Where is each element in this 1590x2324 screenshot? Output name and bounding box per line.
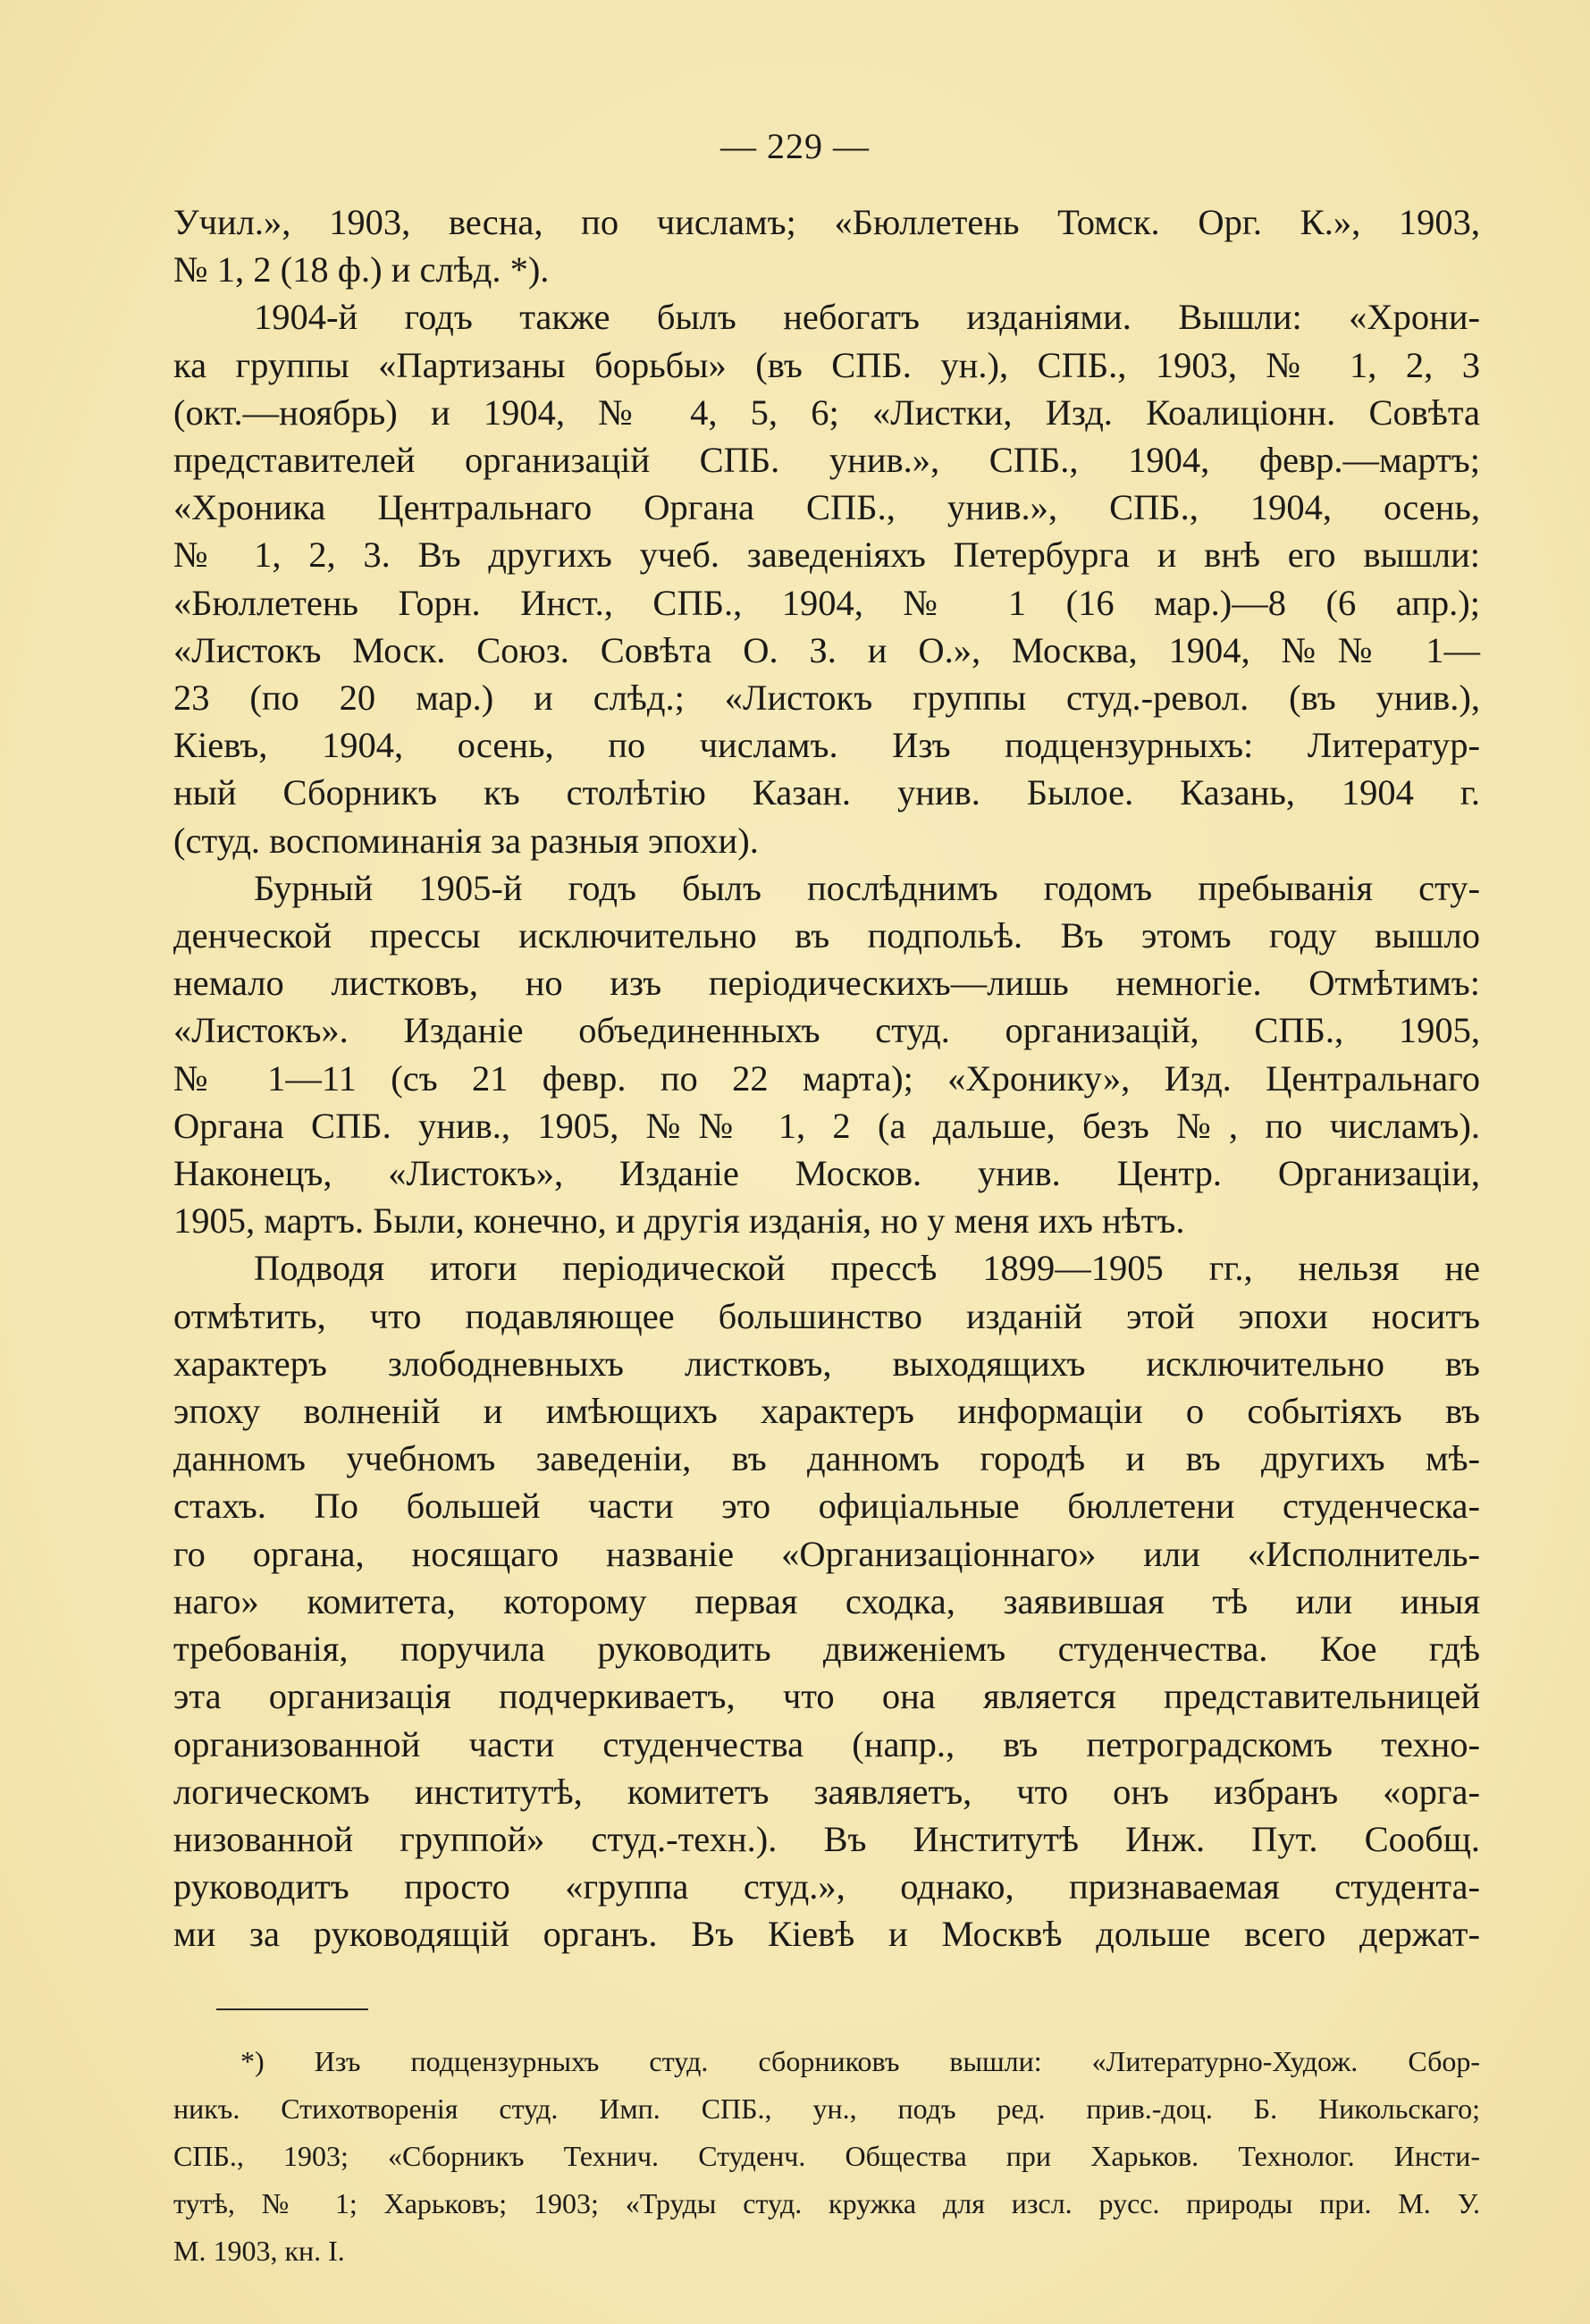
text-line: (окт.—ноябрь) и 1904, № 4, 5, 6; «Листки, Изд. Коалиціонн. Совѣта — [173, 392, 1480, 433]
text-line: наго» комитета, которому первая сходка, заявившая тѣ или иныя — [173, 1580, 1480, 1621]
text-line: «Хроника Центральнаго Органа СПБ., унив.», СПБ., 1904, осень, — [173, 487, 1480, 528]
text-line: «Листокъ Моск. Союз. Совѣта О. З. и О.», Москва, 1904, №№ 1— — [173, 629, 1480, 670]
footnote-line: *) Изъ подцензурныхъ студ. сборниковъ вышли: «Литературно-Худож. Сбор- — [240, 2045, 1480, 2077]
text-line: Бурный 1905-й годъ былъ послѣднимъ годомъ пребыванія сту- — [254, 867, 1480, 908]
text-line: организованной части студенчества (напр., въ петроградскомъ техно- — [173, 1723, 1480, 1764]
text-line: № 1—11 (съ 21 февр. по 22 марта); «Хронику», Изд. Центральнаго — [173, 1057, 1480, 1099]
text-line: характеръ злободневныхъ листковъ, выходящихъ исключительно въ — [173, 1343, 1480, 1384]
text-line: 23 (по 20 мар.) и слѣд.; «Листокъ группы студ.-револ. (въ унив.), — [173, 678, 1480, 719]
paragraph-1 — [173, 198, 1480, 293]
text-line: требованія, поручила руководить движеніемъ студенчества. Кое гдѣ — [173, 1629, 1480, 1670]
footnote-line: СПБ., 1903; «Сборникъ Технич. Студенч. Общества при Харьков. Технолог. Инсти- — [173, 2140, 1480, 2172]
text-line: логическомъ институтѣ, комитетъ заявляетъ, что онъ избранъ «орга- — [173, 1771, 1480, 1812]
text-line: Учил.», 1903, весна, по числамъ; «Бюллетень Томск. Орг. К.», 1903, — [173, 202, 1480, 242]
text-line: низованной группой» студ.-техн.). Въ Институтѣ Инж. Пут. Сообщ. — [173, 1818, 1480, 1859]
text-line: ный Сборникъ къ столѣтію Казан. унив. Былое. Казань, 1904 г. — [173, 772, 1480, 813]
footnote — [173, 2038, 1480, 2275]
text-line: 1905, мартъ. Были, конечно, и другія изданія, но у меня ихъ нѣтъ. — [173, 1200, 1185, 1242]
text-line: Кіевъ, 1904, осень, по числамъ. Изъ подцензурныхъ: Литератур- — [173, 725, 1480, 766]
text-line: стахъ. По большей части это офиціальные бюллетени студенческа- — [173, 1486, 1480, 1527]
text-line: Подводя итоги періодической прессѣ 1899—1905 гг., нельзя не — [254, 1248, 1480, 1289]
footnote-line: никъ. Стихотворенія студ. Имп. СПБ., ун., подъ ред. прив.-доц. Б. Никольскаго; — [173, 2092, 1480, 2125]
text-line: «Бюллетень Горн. Инст., СПБ., 1904, № 1 (16 мар.)—8 (6 апр.); — [173, 582, 1480, 623]
text-line: № 1, 2, 3. Въ другихъ учеб. заведеніяхъ Петербурга и внѣ его вышли: — [173, 535, 1480, 576]
footnote-line: тутѣ, № 1; Харьковъ; 1903; «Труды студ. кружка для изсл. русс. природы при. М. У. — [173, 2187, 1480, 2219]
text-line: эпоху волненій и имѣющихъ характеръ информаціи о событіяхъ въ — [173, 1391, 1480, 1432]
text-line: 1904-й годъ также былъ небогатъ изданіями. Вышли: «Хрони- — [254, 297, 1480, 338]
text-line: Органа СПБ. унив., 1905, №№ 1, 2 (а дальше, безъ №, по числамъ). — [173, 1105, 1480, 1146]
main-text — [173, 198, 1480, 1958]
text-line: отмѣтить, что подавляющее большинство изданій этой эпохи носитъ — [173, 1295, 1480, 1336]
page-number: — 229 — — [720, 126, 870, 166]
footnote-divider — [216, 2008, 368, 2010]
text-line: ми за руководящій органъ. Въ Кіевѣ и Москвѣ дольше всего держат- — [173, 1914, 1480, 1955]
text-line: немало листковъ, но изъ періодическихъ—лишь немногіе. Отмѣтимъ: — [173, 963, 1480, 1004]
text-line: (студ. воспоминанія за разныя эпохи). — [173, 820, 759, 861]
paragraph-4 — [173, 1244, 1480, 1958]
text-line: данномъ учебномъ заведеніи, въ данномъ городѣ и въ другихъ мѣ- — [173, 1438, 1480, 1479]
text-line: ка группы «Партизаны борьбы» (въ СПБ. ун.), СПБ., 1903, № 1, 2, 3 — [173, 344, 1480, 385]
text-line: руководитъ просто «группа студ.», однако, признаваемая студента- — [173, 1866, 1480, 1907]
text-line: Наконецъ, «Листокъ», Изданіе Москов. унив. Центр. Организаціи, — [173, 1153, 1480, 1194]
text-line: представителей организацій СПБ. унив.», СПБ., 1904, февр.—мартъ; — [173, 440, 1480, 481]
footnote-line: М. 1903, кн. I. — [173, 2235, 345, 2267]
text-line: № 1, 2 (18 ф.) и слѣд. *). — [173, 249, 550, 290]
text-line: го органа, носящаго названіе «Организаціоннаго» или «Исполнитель- — [173, 1533, 1480, 1574]
text-line: эта организація подчеркиваетъ, что она является представительницей — [173, 1676, 1480, 1717]
paragraph-3 — [173, 864, 1480, 1245]
paragraph-2 — [173, 293, 1480, 863]
text-line: денческой прессы исключительно въ подпольѣ. Въ этомъ году вышло — [173, 915, 1480, 956]
text-line: «Листокъ». Изданіе объединенныхъ студ. организацій, СПБ., 1905, — [173, 1010, 1480, 1051]
